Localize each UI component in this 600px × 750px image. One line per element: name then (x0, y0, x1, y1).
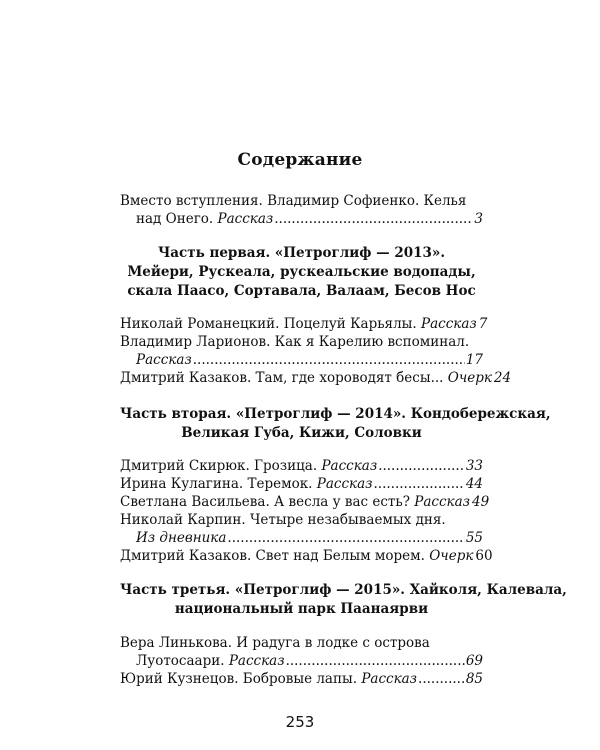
toc-entry (120, 475, 483, 493)
toc-entry-genre: Из дневника (136, 530, 227, 546)
toc-entry-text: Ирина Кулагина. Теремок. (120, 476, 313, 492)
toc-part1-entries (120, 315, 512, 387)
part-heading-3 (120, 581, 567, 619)
toc-entry-page: 17 (465, 352, 483, 368)
toc-entry-page: 3 (474, 211, 483, 227)
toc-entry-row (120, 351, 483, 369)
toc-part3-entries (120, 634, 483, 688)
dot-leader (286, 652, 465, 670)
toc-entry-row (120, 210, 483, 228)
toc-entry-line: Вместо вступления. Владимир Софиенко. Келья (120, 193, 467, 209)
toc-entry-text: над Онего. (136, 211, 214, 227)
toc-intro-entry (120, 192, 483, 228)
toc-entry-genre: Рассказ (217, 211, 274, 227)
dot-leader (373, 475, 464, 493)
toc-entry-text: Юрий Кузнецов. Бобровые лапы. (120, 671, 358, 687)
toc-entry-genre: Рассказ (361, 671, 418, 687)
toc-entry-page: 33 (465, 458, 483, 474)
toc-entry-text: Николай Романецкий. Поцелуй Карьялы. (120, 316, 417, 332)
part-heading-1 (120, 244, 483, 301)
dot-leader (274, 210, 473, 228)
toc-entry (120, 670, 483, 688)
toc-entry-page: 60 (475, 548, 493, 564)
toc-entry-text: Николай Карпин. Четыре незабываемых дня. (120, 512, 446, 528)
toc-entry (120, 493, 490, 511)
toc-entry-page: 24 (493, 370, 512, 386)
toc-entry (120, 369, 512, 387)
toc-entry-page: 44 (465, 476, 483, 492)
dot-leader (193, 351, 465, 369)
toc-entry (120, 547, 493, 565)
part-heading-line: Мейери, Рускеала, рускеальские водопады, (127, 264, 476, 280)
toc-entry-page: 85 (465, 671, 483, 687)
toc-entry-text: Владимир Ларионов. Как я Карелию вспоминал. (120, 334, 470, 350)
page-number: 253 (285, 713, 315, 731)
page-title: Содержание (237, 150, 363, 170)
toc-entry-genre: Рассказ (136, 352, 192, 368)
toc-entry (120, 315, 488, 333)
toc-entry-page: 49 (471, 494, 490, 510)
toc-entry-row (120, 529, 483, 547)
toc-part2-entries (120, 457, 493, 565)
part-heading-2 (120, 405, 551, 443)
part-heading-line: Великая Губа, Кижи, Соловки (181, 425, 422, 441)
toc-entry-text: Вера Линькова. И радуга в лодке с острова (120, 635, 430, 651)
part-heading-line: скала Паасо, Сортавала, Валаам, Бесов Нос (127, 283, 476, 299)
toc-entry-text: Луотосаари. (136, 653, 225, 669)
part-heading-line: Часть третья. «Петроглиф — 2015». Хайколя, Калевала, (120, 582, 567, 598)
toc-entry-text: Светлана Васильева. А весла у вас есть? (120, 494, 410, 510)
toc-entry-genre: Рассказ (321, 458, 378, 474)
toc-entry-text: Дмитрий Скирюк. Грозица. (120, 458, 318, 474)
toc-entry-page: 7 (478, 316, 488, 332)
part-heading-line: национальный парк Паанаярви (174, 601, 429, 617)
toc-entry-genre: Очерк (429, 548, 474, 564)
dot-leader (378, 457, 465, 475)
toc-entry-genre: Рассказ (421, 316, 477, 332)
toc-entry (120, 457, 483, 475)
toc-entry-page: 69 (465, 653, 483, 669)
toc-entry-genre: Рассказ (414, 494, 470, 510)
dot-leader (418, 670, 465, 688)
toc-entry-text: Дмитрий Казаков. Там, где хороводят бесы... (120, 370, 444, 386)
part-heading-line: Часть первая. «Петроглиф — 2013». (157, 245, 446, 261)
dot-leader (227, 529, 464, 547)
toc-entry-page: 55 (465, 530, 483, 546)
toc-entry-row (120, 652, 483, 670)
toc-entry-genre: Очерк (447, 370, 492, 386)
part-heading-line: Часть вторая. «Петроглиф — 2014». Кондобережская, (120, 406, 551, 422)
toc-entry-genre: Рассказ (316, 476, 373, 492)
toc-entry-text: Дмитрий Казаков. Свет над Белым морем. (120, 548, 425, 564)
toc-entry-genre: Рассказ (228, 653, 285, 669)
